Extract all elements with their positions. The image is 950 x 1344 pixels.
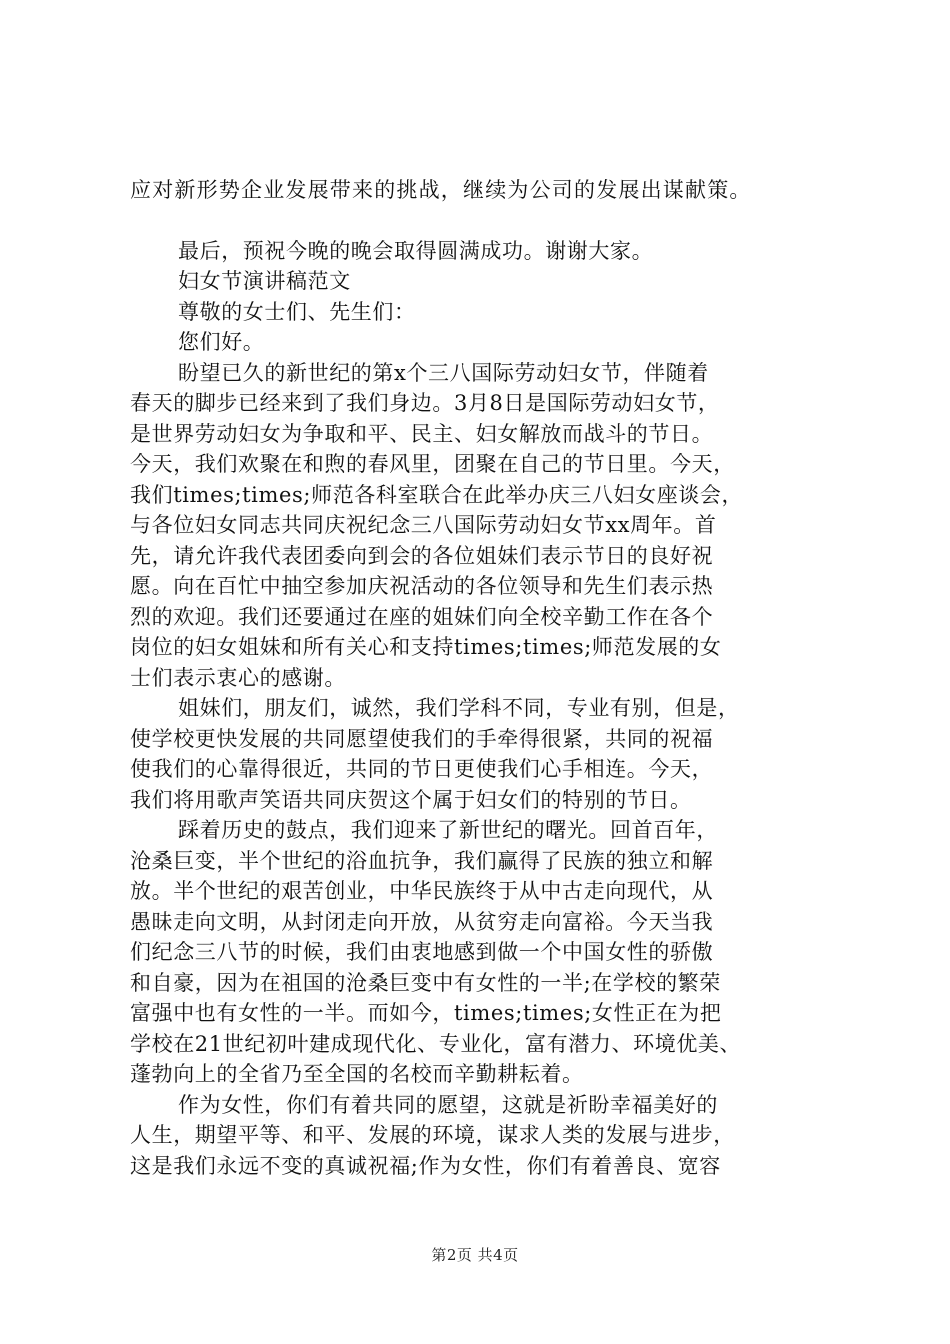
text-line: 作为女性，你们有着共同的愿望，这就是祈盼幸福美好的	[178, 1092, 718, 1117]
text-line: 应对新形势企业发展带来的挑战，继续为公司的发展出谋献策。	[130, 178, 752, 202]
salutation: 尊敬的女士们、先生们：	[178, 299, 416, 324]
text-line: 人生，期望平等、和平、发展的环境，谋求人类的发展与进步，	[130, 1123, 735, 1147]
text-line: 我们times;times;师范各科室联合在此举办庆三八妇女座谈会，	[130, 482, 744, 507]
text-line: 与各位妇女同志共同庆祝纪念三八国际劳动妇女节xx周年。首	[130, 513, 717, 537]
text-line: 富强中也有女性的一半。而如今，times;times;女性正在为把	[130, 1001, 722, 1025]
text-line: 烈的欢迎。我们还要通过在座的姐妹们向全校辛勤工作在各个	[130, 604, 714, 629]
document-title: 妇女节演讲稿范文	[178, 269, 351, 293]
text-line: 和自豪，因为在祖国的沧桑巨变中有女性的一半;在学校的繁荣	[130, 970, 721, 995]
text-line: 盼望已久的新世纪的第x个三八国际劳动妇女节，伴随着	[178, 360, 709, 385]
text-line: 学校在21世纪初叶建成现代化、专业化，富有潜力、环境优美、	[130, 1031, 742, 1056]
text-line: 先，请允许我代表团委向到会的各位姐妹们表示节日的良好祝	[130, 543, 714, 568]
text-line: 沧桑巨变，半个世纪的浴血抗争，我们赢得了民族的独立和解	[130, 848, 714, 873]
greeting: 您们好。	[178, 330, 265, 354]
text-line: 姐妹们，朋友们，诚然，我们学科不同，专业有别，但是，	[178, 696, 740, 720]
text-line: 蓬勃向上的全省乃至全国的名校而辛勤耕耘着。	[130, 1062, 584, 1086]
paragraph-gap	[130, 206, 830, 236]
text-line: 使学校更快发展的共同愿望使我们的手牵得很紧，共同的祝福	[130, 726, 714, 751]
text-line: 们纪念三八节的时候，我们由衷地感到做一个中国女性的骄傲	[130, 940, 714, 964]
text-line: 春天的脚步已经来到了我们身边。3月8日是国际劳动妇女节，	[130, 391, 720, 415]
document-body	[130, 175, 830, 1181]
text-line: 愚昧走向文明，从封闭走向开放，从贫穷走向富裕。今天当我	[130, 909, 714, 934]
text-line: 岗位的妇女姐妹和所有关心和支持times;times;师范发展的女	[130, 635, 722, 659]
text-line: 是世界劳动妇女为争取和平、民主、妇女解放而战斗的节日。	[130, 421, 714, 446]
text-line: 这是我们永远不变的真诚祝福;作为女性，你们有着善良、宽容	[130, 1153, 721, 1178]
page-number-footer: 第2页 共4页	[431, 1246, 519, 1264]
text-line: 放。半个世纪的艰苦创业，中华民族终于从中古走向现代，从	[130, 879, 714, 903]
text-line: 士们表示衷心的感谢。	[130, 665, 346, 690]
text-line: 今天，我们欢聚在和煦的春风里，团聚在自己的节日里。今天，	[130, 452, 735, 476]
text-line: 使我们的心靠得很近，共同的节日更使我们心手相连。今天，	[130, 757, 714, 781]
text-line: 愿。向在百忙中抽空参加庆祝活动的各位领导和先生们表示热	[130, 574, 714, 598]
text-line: 踩着历史的鼓点，我们迎来了新世纪的曙光。回首百年，	[178, 818, 718, 842]
text-line: 最后，预祝今晚的晚会取得圆满成功。谢谢大家。	[178, 238, 654, 263]
text-line: 我们将用歌声笑语共同庆贺这个属于妇女们的特别的节日。	[130, 787, 692, 812]
